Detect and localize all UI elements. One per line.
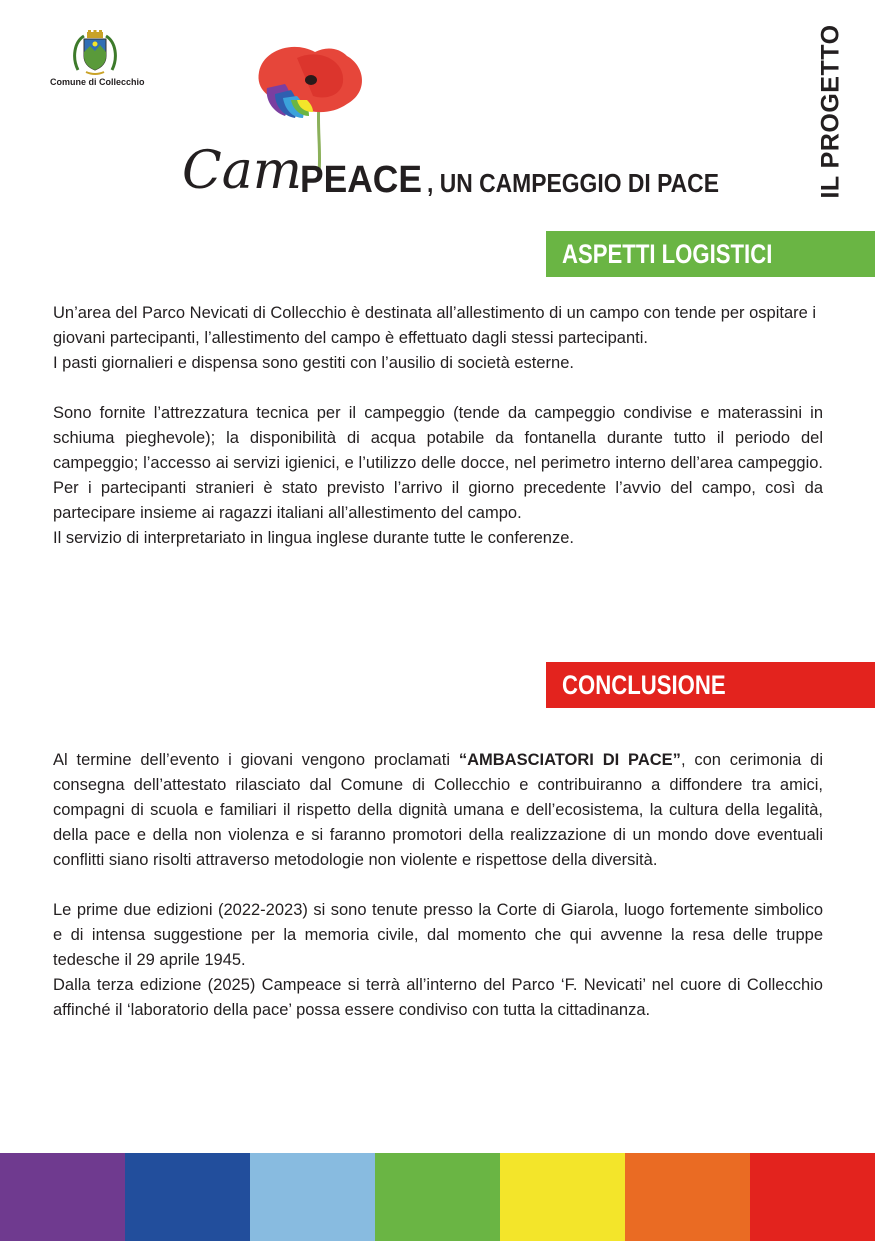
footer-stripe-light-blue bbox=[250, 1153, 375, 1241]
campeace-logo bbox=[180, 128, 440, 210]
conclusion-paragraph-3: Dalla terza edizione (2025) Campeace si terrà all’interno del Parco ‘F. Nevicati’ nel cuore di Collecchio affinché il ‘laboratorio della pace’ possa essere condiviso con tutta la cittadinanza. bbox=[53, 976, 823, 1019]
logistics-paragraph-1b: I pasti giornalieri e dispensa sono gestiti con l’ausilio di società esterne. bbox=[53, 354, 574, 372]
footer-stripe-yellow bbox=[500, 1153, 625, 1241]
logistics-text bbox=[53, 301, 823, 551]
side-label-text: IL PROGETTO bbox=[816, 23, 845, 199]
conclusion-paragraph-1 bbox=[53, 748, 823, 873]
footer-stripe-blue bbox=[125, 1153, 250, 1241]
comune-name: Comune di Collecchio bbox=[50, 77, 145, 87]
logistics-paragraph-1: Un’area del Parco Nevicati di Collecchio è destinata all’allestimento di un campo con tende per ospitare i giovani partecipanti, l’allestimento del campo è effettuato dagli stessi partecipanti. bbox=[53, 304, 817, 347]
conclusion-p1-before: Al termine dell’evento i giovani vengono proclamati bbox=[53, 751, 459, 769]
conclusion-text bbox=[53, 748, 823, 1023]
logistics-paragraph-3: Il servizio di interpretariato in lingua inglese durante tutte le conferenze. bbox=[53, 529, 574, 547]
logistics-paragraph-2: Sono fornite l’attrezzatura tecnica per il campeggio (tende da campeggio condivise e materassini in schiuma pieghevole); la disponibilità di acqua potabile da fontanella durante tutto il periodo del campeggio; l’accesso ai servizi igienici, e l’utilizzo delle docce, nel perimetro interno dell’area campeggio. Per i partecipanti stranieri è stato previsto l’arrivo il giorno precedente l’avvio del campo, così da partecipare insieme ai ragazzi italiani all’allestimento del campo. bbox=[53, 404, 823, 522]
footer-stripe-green bbox=[375, 1153, 500, 1241]
conclusion-heading-bar bbox=[546, 662, 875, 708]
footer-stripe-purple bbox=[0, 1153, 125, 1241]
conclusion-p1-after: , con cerimonia di consegna dell’attestato rilasciato dal Comune di Collecchio e contribuiranno a diffondere tra amici, compagni di scuola e familiari il rispetto della dignità umana e dell’ecosistema, la cultura della legalità, della pace e della non violenza e si faranno promotori della realizzazione di un mondo dove eventuali conflitti siano risolti attraverso metodologie non violente e rispettose della diversità. bbox=[53, 751, 824, 869]
side-label bbox=[812, 23, 850, 199]
rainbow-footer bbox=[0, 1153, 875, 1241]
conclusion-heading: CONCLUSIONE bbox=[562, 669, 726, 700]
logistics-heading: ASPETTI LOGISTICI bbox=[562, 238, 773, 269]
logistics-heading-bar bbox=[546, 231, 875, 277]
comune-crest-logo bbox=[72, 30, 118, 78]
footer-stripe-red bbox=[750, 1153, 875, 1241]
logo-script-text: Cam bbox=[182, 141, 303, 201]
logo-peace-text: PEACE bbox=[300, 159, 422, 201]
conclusion-paragraph-2: Le prime due edizioni (2022-2023) si sono tenute presso la Corte di Giarola, luogo fortemente simbolico e di intensa suggestione per la memoria civile, dal momento che qui avvenne la resa delle truppe tedesche il 29 aprile 1945. bbox=[53, 901, 823, 969]
page-title: , UN CAMPEGGIO DI PACE bbox=[427, 168, 719, 198]
footer-stripe-orange bbox=[625, 1153, 750, 1241]
ambasciatori-di-pace: “AMBASCIATORI DI PACE” bbox=[458, 751, 681, 769]
